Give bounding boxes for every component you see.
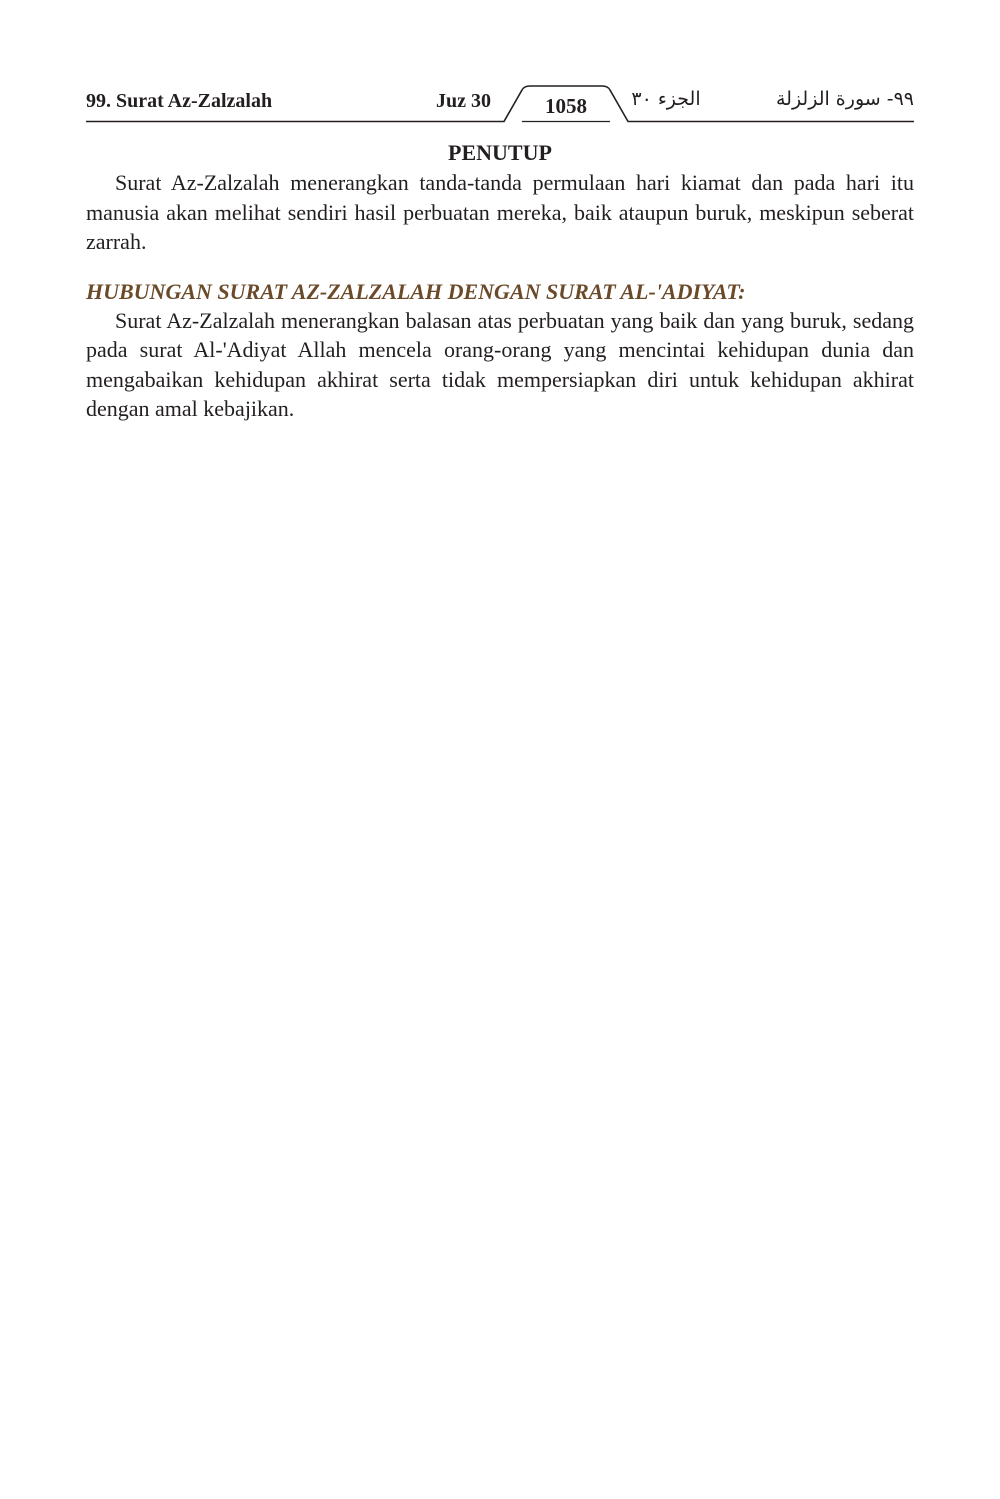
section-title-penutup: PENUTUP <box>448 140 552 165</box>
running-header <box>86 84 914 126</box>
section-paragraph-penutup: Surat Az-Zalzalah menerangkan tanda-tanda permulaan hari kiamat dan pada hari itu manusia akan melihat sendiri hasil perbuatan mereka, baik ataupun buruk, meskipun seberat zarrah. <box>86 170 914 254</box>
page-body <box>86 138 914 424</box>
surah-name-latin: 99. Surat Az-Zalzalah <box>86 90 273 112</box>
section-title-hubungan: HUBUNGAN SURAT AZ-ZALZALAH DENGAN SURAT AL-'ADIYAT: <box>86 278 746 304</box>
page-number: 1058 <box>545 94 587 118</box>
juz-label-arabic: الجزء ٣٠ <box>631 88 701 110</box>
surah-name-arabic: ٩٩- سورة الزلزلة <box>775 88 914 110</box>
section-paragraph-hubungan: Surat Az-Zalzalah menerangkan balasan atas perbuatan yang baik dan yang buruk, sedang pada surat Al-'Adiyat Allah mencela orang-orang yang mencintai kehidupan dunia dan mengabaikan kehidupan akhirat serta tidak mempersiapkan diri untuk kehidupan akhirat dengan amal kebajikan. <box>86 307 914 421</box>
section-spacer <box>86 257 914 277</box>
juz-label-latin: Juz 30 <box>436 90 491 112</box>
